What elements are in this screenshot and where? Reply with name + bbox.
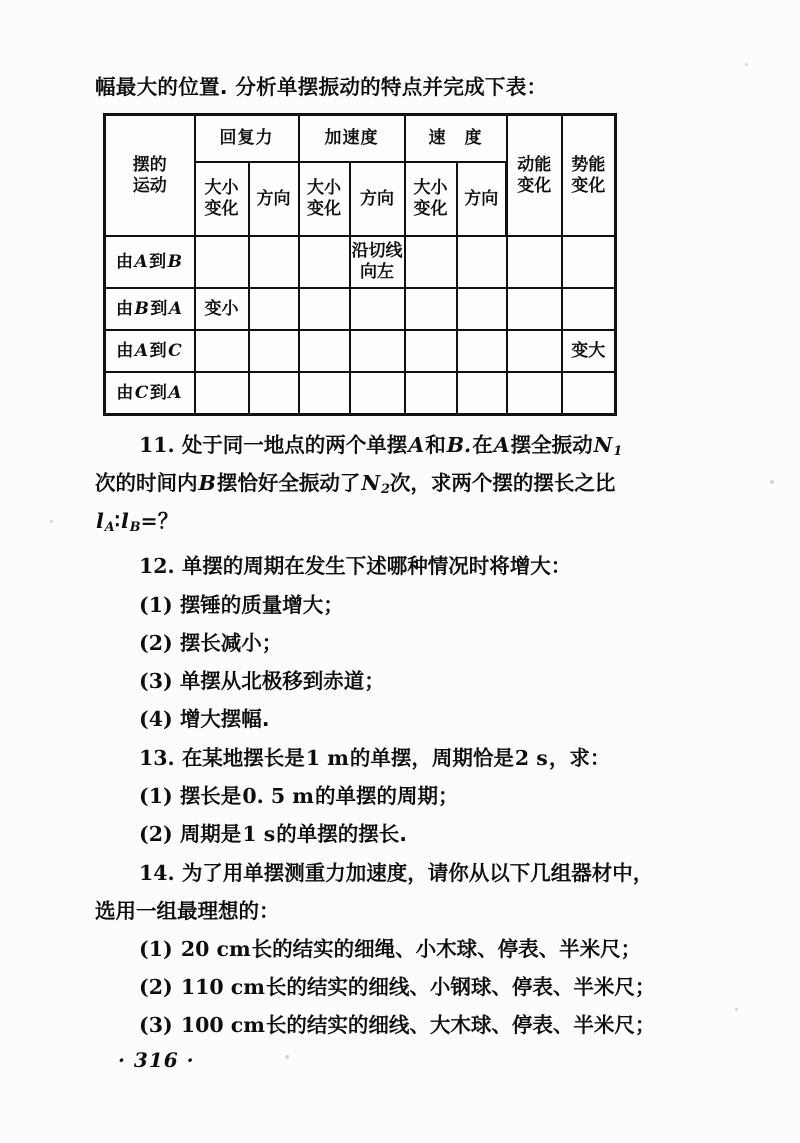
question-13-stem: 13. 在某地摆长是1 m的单摆，周期恰是2 s，求： xyxy=(139,746,611,770)
header-kinetic-energy: 动能 变化 xyxy=(507,115,562,237)
subheader-vel-magnitude: 大小 变化 xyxy=(405,162,457,236)
subheader-rf-magnitude: 大小 变化 xyxy=(195,162,249,236)
cell-acc-mag[interactable] xyxy=(299,288,350,330)
cell-ke[interactable] xyxy=(507,330,562,372)
cell-rf-mag[interactable] xyxy=(195,330,249,372)
cell-pe[interactable] xyxy=(562,288,616,330)
question-12-item-3: (3) 单摆从北极移到赤道； xyxy=(139,669,385,693)
intro-paragraph: 幅最大的位置. 分析单摆振动的特点并完成下表： xyxy=(95,75,548,99)
question-12-stem: 12. 单摆的周期在发生下述哪种情况时将增大： xyxy=(139,554,572,578)
cell-rf-dir[interactable] xyxy=(249,330,299,372)
question-14-item-1: (1) 20 cm长的结实的细绳、小木球、停表、半米尺； xyxy=(139,937,642,961)
cell-acc-mag[interactable] xyxy=(299,330,350,372)
header-acceleration: 加速度 xyxy=(299,115,405,163)
subheader-acc-magnitude: 大小 变化 xyxy=(299,162,350,236)
header-potential-energy: 势能 变化 xyxy=(562,115,616,237)
cell-vel-mag[interactable] xyxy=(405,288,457,330)
table-header-row-1 xyxy=(105,115,616,163)
cell-rf-dir[interactable] xyxy=(249,372,299,415)
subheader-rf-direction: 方向 xyxy=(249,162,299,236)
cell-ke[interactable] xyxy=(507,372,562,415)
cell-rf-mag[interactable]: 变小 xyxy=(195,288,249,330)
cell-vel-dir[interactable] xyxy=(457,372,507,415)
cell-acc-dir[interactable] xyxy=(350,330,405,372)
question-14-item-2: (2) 110 cm长的结实的细线、小钢球、停表、半米尺； xyxy=(139,975,656,999)
cell-acc-dir[interactable]: 沿切线 向左 xyxy=(350,236,405,288)
question-11-line-2: 次的时间内B摆恰好全振动了$N_2$次，求两个摆的摆长之比 xyxy=(95,471,616,496)
cell-acc-dir[interactable] xyxy=(350,372,405,415)
scan-speck xyxy=(50,520,53,523)
cell-rf-mag[interactable] xyxy=(195,236,249,288)
cell-acc-dir[interactable] xyxy=(350,288,405,330)
question-11-line-1: 11. 处于同一地点的两个单摆A和B.在A摆全振动$N_1$ xyxy=(139,433,623,458)
question-11-line-3: $l_A∶l_B=$？ xyxy=(96,509,179,534)
scan-speck xyxy=(285,1055,289,1059)
cell-vel-dir[interactable] xyxy=(457,330,507,372)
scan-speck xyxy=(735,1008,738,1011)
cell-ke[interactable] xyxy=(507,236,562,288)
subheader-acc-direction: 方向 xyxy=(350,162,405,236)
question-12-item-1: (1) 摆锤的质量增大； xyxy=(139,593,344,617)
row-label-a-to-c: 由A到C xyxy=(105,330,195,372)
question-12-item-4: (4) 增大摆幅. xyxy=(139,707,270,731)
cell-rf-mag[interactable] xyxy=(195,372,249,415)
cell-vel-mag[interactable] xyxy=(405,372,457,415)
table-grid xyxy=(103,113,617,416)
table-row xyxy=(105,236,616,288)
scan-speck xyxy=(770,480,774,484)
cell-vel-mag[interactable] xyxy=(405,236,457,288)
question-13-item-1: (1) 摆长是0. 5 m的单摆的周期； xyxy=(139,784,459,808)
cell-rf-dir[interactable] xyxy=(249,236,299,288)
row-label-b-to-a: 由B到A xyxy=(105,288,195,330)
page-number: · 316 · xyxy=(118,1048,195,1072)
row-label-c-to-a: 由C到A xyxy=(105,372,195,415)
table-row xyxy=(105,288,616,330)
header-velocity: 速 度 xyxy=(405,115,507,163)
row-label-a-to-b: 由A到B xyxy=(105,236,195,288)
cell-pe[interactable] xyxy=(562,236,616,288)
header-motion: 摆的 运动 xyxy=(105,115,195,237)
question-14-stem-line-2: 选用一组最理想的： xyxy=(95,899,280,923)
cell-acc-mag[interactable] xyxy=(299,236,350,288)
cell-ke[interactable] xyxy=(507,288,562,330)
cell-pe[interactable] xyxy=(562,372,616,415)
subheader-vel-direction: 方向 xyxy=(457,162,507,236)
cell-rf-dir[interactable] xyxy=(249,288,299,330)
question-14-item-3: (3) 100 cm长的结实的细线、大木球、停表、半米尺； xyxy=(139,1013,656,1037)
table-row xyxy=(105,372,616,415)
pendulum-analysis-table xyxy=(103,113,614,401)
question-12-item-2: (2) 摆长减小； xyxy=(139,631,283,655)
header-restoring-force: 回复力 xyxy=(195,115,299,163)
table-row xyxy=(105,330,616,372)
question-13-item-2: (2) 周期是1 s的单摆的摆长. xyxy=(139,822,408,846)
cell-acc-mag[interactable] xyxy=(299,372,350,415)
cell-vel-dir[interactable] xyxy=(457,288,507,330)
cell-pe[interactable]: 变大 xyxy=(562,330,616,372)
question-14-stem-line-1: 14. 为了用单摆测重力加速度，请你从以下几组器材中， xyxy=(139,861,654,885)
scan-speck xyxy=(745,63,748,66)
cell-vel-dir[interactable] xyxy=(457,236,507,288)
cell-vel-mag[interactable] xyxy=(405,330,457,372)
